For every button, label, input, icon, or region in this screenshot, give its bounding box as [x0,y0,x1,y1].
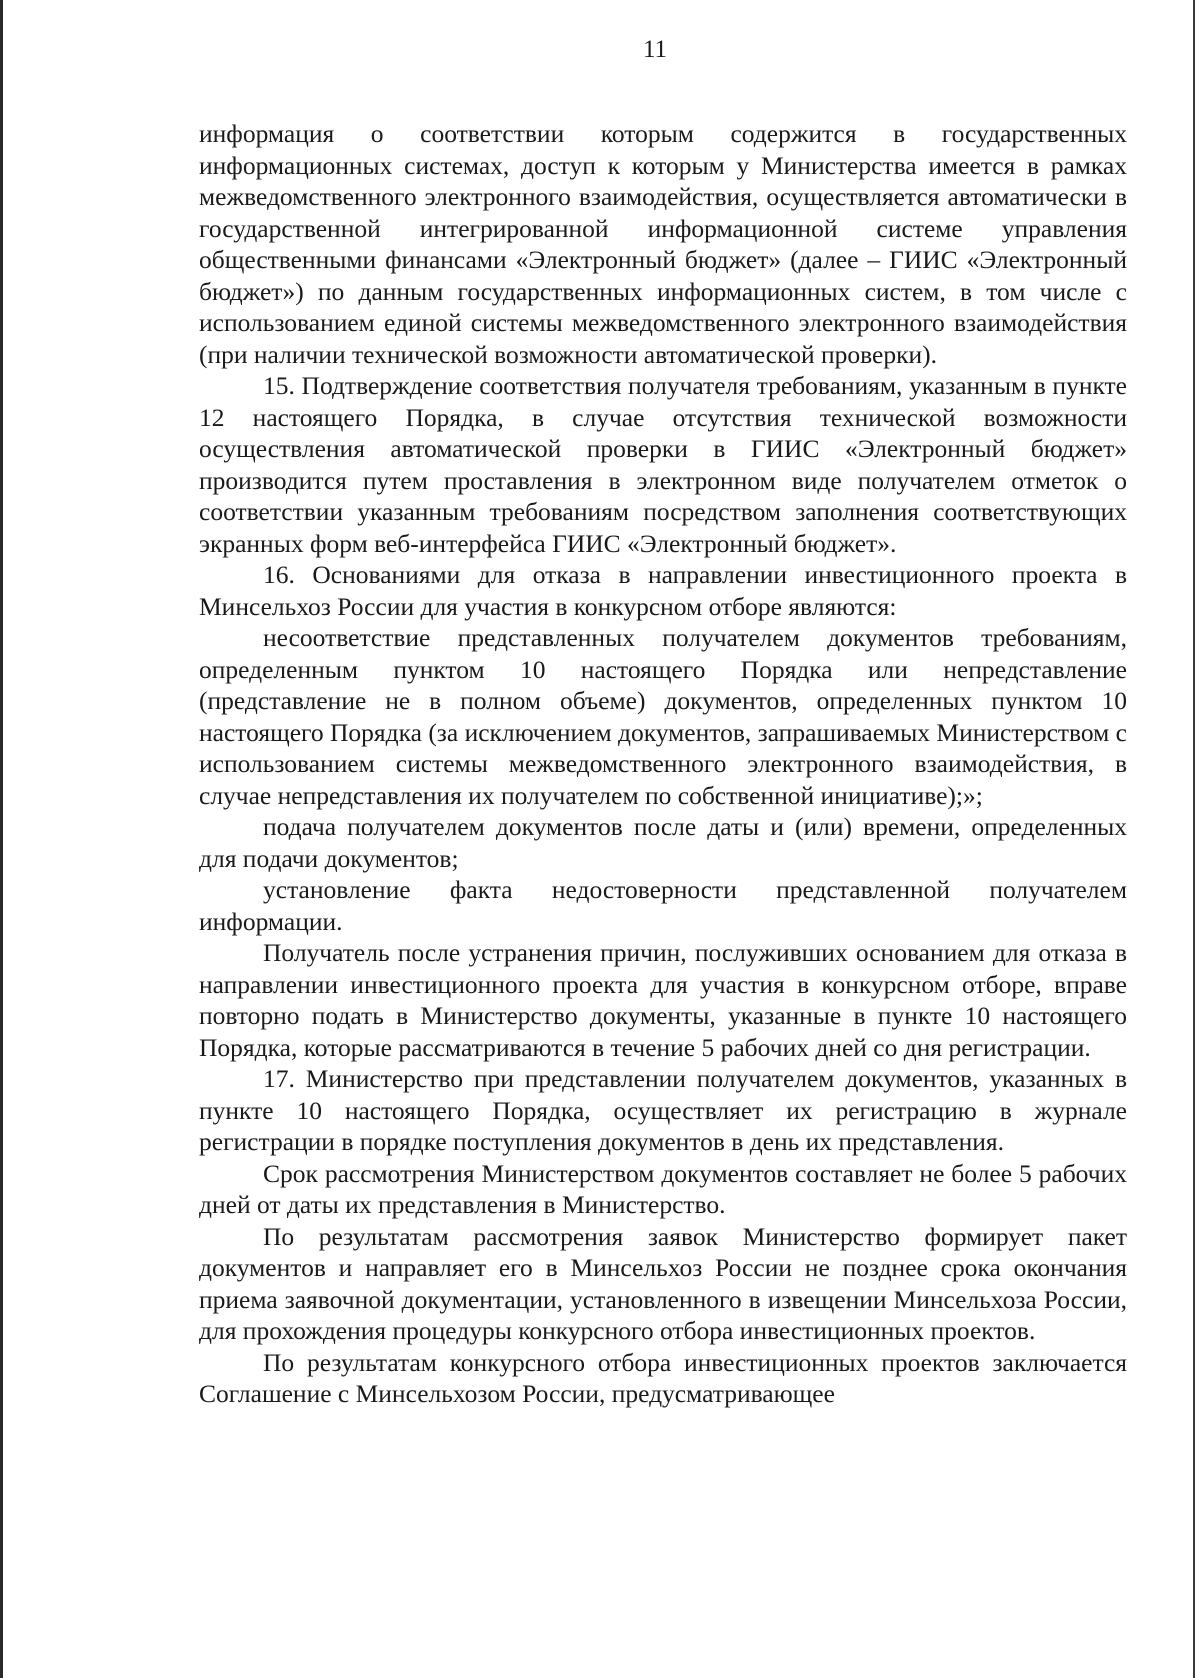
paragraph-resubmission: Получатель после устранения причин, послуживших основанием для отказа в направлении инвестиционного проекта для участия в конкурсном отборе, вправе повторно подать в Министерство документы, указанные в пункте 10 настоящего Порядка, которые рассматриваются в течение 5 рабочих дней со дня регистрации. [199,938,1127,1062]
document-body [199,118,1127,1410]
paragraph-16-reason-3: установление факта недостоверности представленной получателем информации. [199,875,1127,936]
paragraph-review-results: По результатам рассмотрения заявок Министерство формирует пакет документов и направляет его в Минсельхоз России не позднее срока окончания приема заявочной документации, установленного в извещении Минсельхоза России, для прохождения процедуры конкурсного отбора инвестиционных проектов. [199,1221,1127,1345]
paragraph-15: 15. Подтверждение соответствия получателя требованиям, указанным в пункте 12 настоящего Порядка, в случае отсутствия технической возможности осуществления автоматической проверки в ГИИС «Электронный бюджет» производится путем проставления в электронном виде получателем отметок о соответствии указанным требованиям посредством заполнения соответствующих экранных форм веб-интерфейса ГИИС «Электронный бюджет». [199,371,1127,558]
paragraph-16-reason-2: подача получателем документов после даты и (или) времени, определенных для подачи документов; [199,812,1127,873]
paragraph-16-reason-1: несоответствие представленных получателем документов требованиям, определенным пунктом 10 настоящего Порядка или непредставление (представление не в полном объеме) документов, определенных пунктом 10 настоящего Порядка (за исключением документов, запрашиваемых Министерством с использованием системы межведомственного электронного взаимодействия, в случае непредставления их получателем по собственной инициативе);»; [199,623,1127,810]
paragraph-continuation: информация о соответствии которым содержится в государственных информационных системах, доступ к которым у Министерства имеется в рамках межведомственного электронного взаимодействия, осуществляется автоматически в государственной интегрированной информационной системе управления общественными финансами «Электронный бюджет» (далее – ГИИС «Электронный бюджет») по данным государственных информационных систем, в том числе с использованием единой системы межведомственного электронного взаимодействия (при наличии технической возможности автоматической проверки). [199,119,1127,369]
paragraph-review-term: Срок рассмотрения Министерством документов составляет не более 5 рабочих дней от даты их представления в Министерство. [199,1158,1127,1219]
scan-edge-right [1193,0,1195,1678]
scan-edge-left [0,0,3,1678]
paragraph-selection-results: По результатам конкурсного отбора инвестиционных проектов заключается Соглашение с Минсельхозом России, предусматривающее [199,1347,1127,1408]
paragraph-17: 17. Министерство при представлении получателем документов, указанных в пункте 10 настоящего Порядка, осуществляет их регистрацию в журнале регистрации в порядке поступления документов в день их представления. [199,1064,1127,1156]
paragraph-16: 16. Основаниями для отказа в направлении инвестиционного проекта в Минсельхоз России для участия в конкурсном отборе являются: [199,560,1127,621]
page-number: 11 [642,36,668,63]
